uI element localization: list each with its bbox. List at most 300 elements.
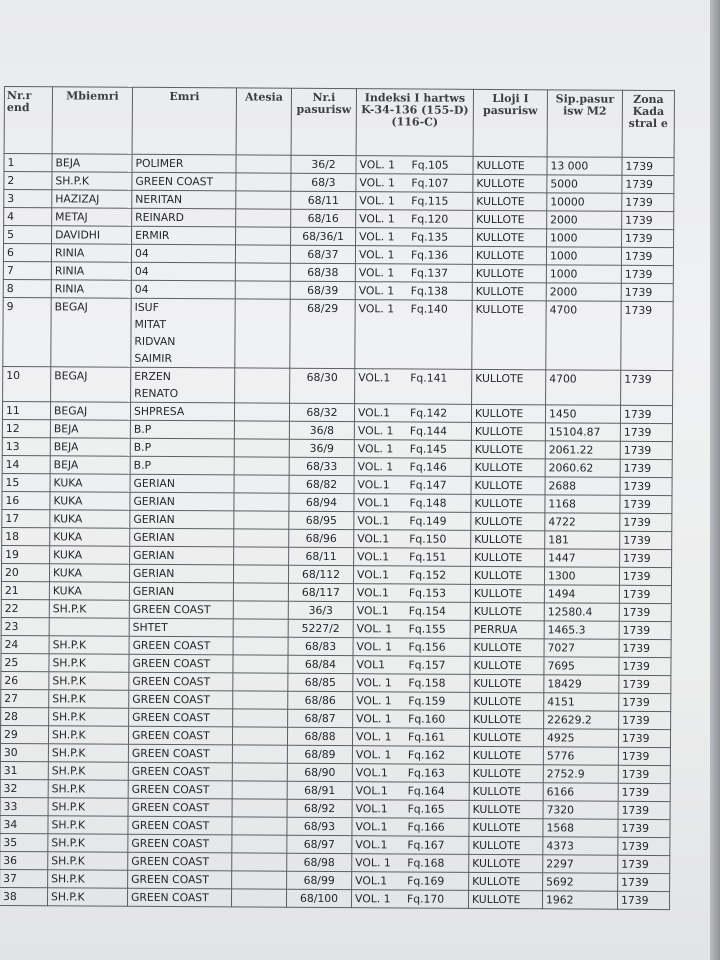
header-indeksi: Indeksi I hartws K-34-136 (155-D)(116-C) bbox=[356, 89, 473, 157]
row-page: Fq.166 bbox=[407, 820, 445, 834]
row-mbiemri: BEGAJ bbox=[51, 367, 131, 402]
row-emri bbox=[132, 154, 236, 173]
row-siperfaqja: 4373 bbox=[543, 837, 618, 855]
row-indeksi bbox=[352, 728, 469, 747]
row-emri-name: B.P bbox=[133, 458, 152, 472]
row-emri-name: GREEN COAST bbox=[132, 710, 210, 725]
row-emri-name: GREEN COAST bbox=[131, 890, 209, 905]
row-indeksi bbox=[353, 638, 470, 657]
row-pasuria: 68/117 bbox=[288, 583, 353, 601]
row-pasuria: 68/96 bbox=[289, 529, 354, 547]
row-atesia bbox=[235, 299, 290, 368]
row-nr: 38 bbox=[0, 887, 48, 905]
row-atesia bbox=[234, 511, 289, 529]
row-zona: 1739 bbox=[620, 531, 672, 549]
row-zona: 1739 bbox=[620, 495, 672, 513]
row-zona: 1739 bbox=[619, 585, 671, 603]
row-mbiemri: KUKA bbox=[50, 474, 130, 492]
header-siperfaqja: Sip.pasur isw M2 bbox=[547, 90, 622, 157]
row-nr: 6 bbox=[3, 244, 51, 262]
row-zona: 1739 bbox=[621, 247, 673, 265]
row-atesia bbox=[232, 781, 287, 799]
row-emri bbox=[129, 600, 233, 619]
row-zona: 1739 bbox=[619, 657, 671, 675]
row-emri bbox=[131, 280, 235, 299]
row-pasuria: 68/90 bbox=[287, 763, 352, 781]
row-emri-name: GERIAN bbox=[133, 512, 175, 527]
row-emri bbox=[130, 528, 234, 547]
row-mbiemri: KUKA bbox=[49, 564, 129, 582]
row-indeksi bbox=[354, 476, 471, 495]
row-siperfaqja: 13 000 bbox=[547, 157, 622, 175]
row-emri bbox=[128, 780, 232, 799]
row-emri-name: RENATO bbox=[134, 386, 179, 401]
row-emri-name: GREEN COAST bbox=[131, 800, 210, 815]
row-emri-name: GREEN COAST bbox=[132, 674, 211, 689]
header-mbiemri: Mbiemri bbox=[52, 87, 132, 154]
row-atesia bbox=[234, 529, 289, 547]
row-emri-name: GREEN COAST bbox=[131, 728, 210, 743]
row-nr: 32 bbox=[0, 779, 48, 797]
row-page: Fq.138 bbox=[410, 284, 448, 298]
row-atesia bbox=[233, 673, 288, 691]
row-emri bbox=[127, 888, 231, 907]
row-lloji: KULLOTE bbox=[470, 656, 544, 674]
row-volume: VOL. 1 bbox=[359, 158, 396, 172]
row-atesia bbox=[234, 457, 289, 475]
row-emri bbox=[132, 226, 236, 245]
row-lloji: KULLOTE bbox=[470, 584, 544, 602]
row-siperfaqja: 4700 bbox=[546, 370, 621, 405]
row-pasuria: 36/3 bbox=[288, 601, 353, 619]
row-zona: 1739 bbox=[621, 283, 673, 301]
row-mbiemri: SH.P.K bbox=[48, 798, 128, 816]
header-emri: Emri bbox=[132, 87, 236, 155]
row-pasuria: 68/98 bbox=[287, 853, 352, 871]
row-mbiemri: SH.P.K bbox=[49, 708, 129, 726]
row-pasuria: 36/2 bbox=[291, 155, 356, 173]
row-indeksi bbox=[352, 836, 469, 855]
row-pasuria: 68/86 bbox=[288, 691, 353, 709]
row-siperfaqja: 4925 bbox=[543, 729, 618, 747]
row-mbiemri: SH.P.K bbox=[49, 672, 129, 690]
row-nr: 37 bbox=[0, 869, 48, 887]
row-siperfaqja: 5000 bbox=[547, 175, 622, 193]
row-emri bbox=[128, 816, 232, 835]
row-page: Fq.155 bbox=[408, 622, 446, 636]
row-page: Fq.145 bbox=[409, 442, 447, 456]
row-mbiemri: SH.P.K bbox=[48, 762, 128, 780]
row-lloji: KULLOTE bbox=[471, 494, 545, 512]
row-atesia bbox=[231, 889, 286, 907]
row-pasuria: 68/82 bbox=[289, 475, 354, 493]
row-emri-name: GREEN COAST bbox=[131, 836, 210, 851]
row-nr: 11 bbox=[2, 401, 50, 419]
row-zona: 1739 bbox=[619, 675, 671, 693]
row-page: Fq.107 bbox=[411, 176, 449, 190]
row-zona: 1739 bbox=[617, 891, 669, 909]
row-emri-name: SHPRESA bbox=[133, 404, 185, 419]
row-zona: 1739 bbox=[620, 513, 672, 531]
row-siperfaqja: 1962 bbox=[542, 891, 617, 909]
row-pasuria: 68/99 bbox=[287, 871, 352, 889]
row-mbiemri: BEJA bbox=[50, 456, 130, 474]
row-volume: VOL. 1 bbox=[356, 676, 392, 690]
row-lloji: KULLOTE bbox=[473, 228, 547, 246]
row-mbiemri: SH.P.K bbox=[49, 600, 129, 618]
row-indeksi bbox=[353, 602, 470, 621]
row-page: Fq.140 bbox=[410, 302, 448, 316]
row-emri bbox=[130, 510, 234, 529]
row-volume: VOL. 1 bbox=[358, 284, 395, 298]
row-zona: 1739 bbox=[619, 621, 671, 639]
row-pasuria: 68/29 bbox=[290, 299, 355, 368]
row-volume: VOL.1 bbox=[357, 496, 390, 510]
row-pasuria: 68/93 bbox=[287, 817, 352, 835]
row-emri bbox=[131, 244, 235, 263]
row-volume: VOL. 1 bbox=[359, 212, 395, 226]
row-page: Fq.168 bbox=[407, 856, 445, 870]
row-zona: 1739 bbox=[620, 549, 672, 567]
row-emri bbox=[128, 834, 232, 853]
row-lloji: KULLOTE bbox=[469, 782, 543, 800]
row-emri-name: ERZEN bbox=[134, 369, 171, 384]
row-zona: 1739 bbox=[618, 855, 670, 873]
row-mbiemri: BEGAJ bbox=[51, 298, 131, 367]
row-lloji: PERRUA bbox=[470, 620, 544, 638]
row-mbiemri: SH.P.K bbox=[48, 780, 128, 798]
row-siperfaqja: 1000 bbox=[546, 265, 621, 283]
row-lloji: KULLOTE bbox=[469, 872, 543, 890]
row-atesia bbox=[236, 173, 291, 191]
row-volume: VOL. 1 bbox=[355, 892, 391, 906]
row-page: Fq.149 bbox=[409, 514, 447, 528]
row-volume: VOL. 1 bbox=[358, 248, 395, 262]
row-volume: VOL. 1 bbox=[355, 730, 392, 744]
row-siperfaqja: 1465.3 bbox=[544, 621, 619, 639]
row-page: Fq.156 bbox=[408, 640, 446, 654]
row-emri bbox=[129, 564, 233, 583]
row-emri bbox=[129, 672, 233, 691]
row-mbiemri: SH.P.K bbox=[49, 636, 129, 654]
row-page: Fq.164 bbox=[407, 784, 445, 798]
row-emri-name: B.P bbox=[133, 422, 152, 436]
row-siperfaqja: 5692 bbox=[543, 873, 618, 891]
row-nr: 12 bbox=[2, 419, 50, 437]
row-siperfaqja: 1168 bbox=[545, 495, 620, 513]
row-siperfaqja: 2000 bbox=[547, 211, 622, 229]
row-lloji: KULLOTE bbox=[471, 476, 545, 494]
row-nr: 8 bbox=[3, 279, 51, 297]
row-siperfaqja: 6166 bbox=[543, 783, 618, 801]
row-volume: VOL. 1 bbox=[356, 694, 392, 708]
row-pasuria: 68/97 bbox=[287, 835, 352, 853]
row-lloji: KULLOTE bbox=[473, 192, 547, 210]
row-atesia bbox=[235, 281, 290, 299]
row-emri bbox=[131, 298, 235, 368]
row-emri bbox=[130, 492, 234, 511]
row-mbiemri: RINIA bbox=[51, 280, 131, 298]
table-row bbox=[0, 887, 670, 909]
row-nr: 16 bbox=[2, 491, 50, 509]
row-lloji: KULLOTE bbox=[471, 512, 545, 530]
header-row bbox=[4, 87, 674, 158]
row-page: Fq.157 bbox=[408, 658, 446, 672]
row-siperfaqja: 1568 bbox=[543, 819, 618, 837]
row-zona: 1739 bbox=[622, 157, 674, 175]
row-lloji: KULLOTE bbox=[469, 728, 543, 746]
row-page: Fq.141 bbox=[410, 371, 448, 385]
row-siperfaqja: 1300 bbox=[544, 567, 619, 585]
row-nr: 1 bbox=[4, 154, 52, 172]
row-atesia bbox=[236, 191, 291, 209]
row-indeksi bbox=[356, 192, 473, 211]
row-siperfaqja: 10000 bbox=[547, 193, 622, 211]
row-emri bbox=[131, 262, 235, 281]
row-lloji: KULLOTE bbox=[471, 404, 545, 422]
row-nr: 29 bbox=[0, 725, 48, 743]
row-page: Fq.169 bbox=[407, 874, 445, 888]
row-nr: 27 bbox=[1, 689, 49, 707]
row-page: Fq.105 bbox=[411, 158, 449, 172]
row-nr: 33 bbox=[0, 797, 48, 815]
row-emri-name: MITAT bbox=[134, 317, 166, 331]
row-nr: 3 bbox=[4, 190, 52, 208]
header-atesia: Atesia bbox=[236, 88, 291, 155]
row-page: Fq.165 bbox=[407, 802, 445, 816]
row-indeksi bbox=[353, 620, 470, 639]
row-nr: 5 bbox=[4, 226, 52, 244]
row-page: Fq.147 bbox=[409, 478, 447, 492]
row-zona: 1739 bbox=[622, 229, 674, 247]
row-zona: 1739 bbox=[619, 711, 671, 729]
row-pasuria: 68/30 bbox=[290, 368, 355, 403]
row-indeksi bbox=[356, 210, 473, 229]
row-atesia bbox=[236, 227, 291, 245]
row-mbiemri: HAZIZAJ bbox=[52, 190, 132, 208]
row-emri-name: RIDVAN bbox=[134, 334, 176, 349]
row-volume: VOL. 1 bbox=[357, 442, 394, 456]
row-zona: 1739 bbox=[621, 370, 673, 405]
row-emri-name: GREEN COAST bbox=[131, 854, 210, 869]
row-mbiemri: METAJ bbox=[52, 208, 132, 226]
row-lloji: KULLOTE bbox=[469, 746, 543, 764]
row-siperfaqja: 1000 bbox=[547, 229, 622, 247]
row-mbiemri: SH.P.K bbox=[48, 834, 128, 852]
row-nr: 26 bbox=[1, 671, 49, 689]
row-indeksi bbox=[356, 228, 473, 247]
row-pasuria: 68/94 bbox=[289, 493, 354, 511]
row-mbiemri: RINIA bbox=[51, 244, 131, 262]
row-indeksi bbox=[354, 512, 471, 531]
row-lloji: KULLOTE bbox=[472, 246, 546, 264]
row-emri-name: 04 bbox=[134, 282, 149, 296]
row-page: Fq.146 bbox=[409, 460, 447, 474]
row-volume: VOL1 bbox=[356, 658, 386, 672]
row-emri bbox=[128, 798, 232, 817]
row-pasuria: 68/84 bbox=[288, 655, 353, 673]
property-register-table bbox=[0, 86, 675, 910]
row-mbiemri: BEJA bbox=[52, 154, 132, 172]
row-page: Fq.150 bbox=[409, 532, 447, 546]
row-page: Fq.115 bbox=[411, 194, 449, 208]
row-emri-name: GREEN COAST bbox=[131, 746, 210, 761]
row-page: Fq.161 bbox=[407, 730, 446, 744]
row-siperfaqja: 2000 bbox=[546, 283, 621, 301]
row-page: Fq.154 bbox=[408, 604, 446, 618]
row-lloji: KULLOTE bbox=[472, 264, 546, 282]
row-pasuria: 68/39 bbox=[290, 281, 355, 299]
row-nr: 21 bbox=[1, 581, 49, 599]
row-emri bbox=[129, 582, 233, 601]
row-pasuria: 68/92 bbox=[287, 799, 352, 817]
row-emri-name: GREEN COAST bbox=[131, 764, 210, 779]
row-zona: 1739 bbox=[618, 837, 670, 855]
row-page: Fq.170 bbox=[407, 892, 445, 906]
row-volume: VOL. 1 bbox=[359, 176, 395, 190]
row-mbiemri: SH.P.K bbox=[48, 852, 128, 870]
row-emri-name: POLIMER bbox=[135, 156, 184, 171]
row-emri-name: GERIAN bbox=[133, 494, 175, 509]
row-atesia bbox=[236, 155, 291, 173]
row-page: Fq.153 bbox=[408, 586, 447, 600]
row-emri-name: ISUF bbox=[134, 300, 159, 314]
row-lloji: KULLOTE bbox=[471, 530, 545, 548]
row-mbiemri: DAVIDHI bbox=[52, 226, 132, 244]
row-siperfaqja: 4700 bbox=[546, 301, 621, 370]
row-mbiemri: SH.P.K bbox=[47, 888, 127, 906]
row-lloji: KULLOTE bbox=[468, 890, 542, 908]
row-nr: 28 bbox=[1, 707, 49, 725]
row-emri bbox=[131, 367, 235, 403]
row-zona: 1739 bbox=[618, 783, 670, 801]
row-indeksi bbox=[355, 246, 472, 265]
row-indeksi bbox=[355, 264, 472, 283]
row-mbiemri: BEJA bbox=[50, 420, 130, 438]
row-emri-name: SAIMIR bbox=[134, 351, 173, 366]
row-lloji: KULLOTE bbox=[473, 174, 547, 192]
row-emri bbox=[130, 438, 234, 457]
row-mbiemri: SH.P.K bbox=[49, 654, 129, 672]
row-lloji: KULLOTE bbox=[472, 282, 546, 300]
row-indeksi bbox=[353, 674, 470, 693]
row-mbiemri: BEGAJ bbox=[50, 402, 130, 420]
row-lloji: KULLOTE bbox=[470, 566, 544, 584]
row-atesia bbox=[234, 439, 289, 457]
row-emri bbox=[128, 762, 232, 781]
row-pasuria: 68/3 bbox=[291, 173, 356, 191]
row-siperfaqja: 2060.62 bbox=[545, 459, 620, 477]
row-zona: 1739 bbox=[620, 459, 672, 477]
row-volume: VOL. 1 bbox=[357, 424, 394, 438]
row-volume: VOL. 1 bbox=[356, 622, 393, 636]
row-atesia bbox=[233, 655, 288, 673]
row-nr: 30 bbox=[0, 743, 48, 761]
row-atesia bbox=[233, 565, 288, 583]
row-emri-name: NERITAN bbox=[135, 192, 183, 207]
row-emri-name: GERIAN bbox=[133, 548, 175, 563]
row-atesia bbox=[234, 403, 289, 421]
row-volume: VOL.1 bbox=[357, 478, 390, 492]
row-pasuria: 68/112 bbox=[288, 565, 353, 583]
row-emri-name: 04 bbox=[134, 246, 149, 260]
row-volume: VOL.1 bbox=[356, 568, 390, 582]
row-nr: 36 bbox=[0, 851, 48, 869]
row-mbiemri: KUKA bbox=[50, 546, 130, 564]
row-siperfaqja: 15104.87 bbox=[545, 423, 620, 441]
row-volume: VOL.1 bbox=[357, 514, 390, 528]
row-indeksi bbox=[355, 282, 472, 301]
row-siperfaqja: 18429 bbox=[544, 675, 619, 693]
row-pasuria: 68/33 bbox=[289, 457, 354, 475]
row-volume: VOL. 1 bbox=[358, 302, 395, 316]
row-emri-name: GERIAN bbox=[133, 476, 175, 491]
row-atesia bbox=[234, 493, 289, 511]
row-volume: VOL. 1 bbox=[356, 640, 393, 654]
row-pasuria: 68/95 bbox=[289, 511, 354, 529]
row-volume: VOL.1 bbox=[355, 766, 388, 780]
row-page: Fq.159 bbox=[408, 694, 446, 708]
row-page: Fq.158 bbox=[408, 676, 446, 690]
row-atesia bbox=[233, 619, 288, 637]
row-nr: 13 bbox=[2, 437, 50, 455]
row-atesia bbox=[232, 817, 287, 835]
row-volume: VOL. 1 bbox=[359, 194, 395, 208]
row-zona: 1739 bbox=[620, 405, 672, 423]
row-emri-name: GERIAN bbox=[132, 566, 175, 581]
row-emri bbox=[128, 870, 232, 889]
row-pasuria: 68/91 bbox=[287, 781, 352, 799]
row-nr: 24 bbox=[1, 635, 49, 653]
row-volume: VOL.1 bbox=[357, 532, 390, 546]
row-pasuria: 36/8 bbox=[289, 421, 354, 439]
row-mbiemri: SH.P.K bbox=[48, 816, 128, 834]
row-emri-name: GREEN COAST bbox=[132, 656, 211, 671]
row-siperfaqja: 7695 bbox=[544, 657, 619, 675]
row-indeksi bbox=[354, 494, 471, 513]
row-pasuria: 68/85 bbox=[288, 673, 353, 691]
row-emri-name: GERIAN bbox=[132, 584, 175, 599]
row-atesia bbox=[235, 368, 290, 403]
row-mbiemri: BEJA bbox=[50, 438, 130, 456]
row-indeksi bbox=[355, 300, 472, 370]
row-emri bbox=[130, 546, 234, 565]
row-indeksi bbox=[352, 872, 469, 891]
row-atesia bbox=[233, 637, 288, 655]
row-zona: 1739 bbox=[621, 301, 673, 370]
row-lloji: KULLOTE bbox=[469, 800, 543, 818]
row-zona: 1739 bbox=[622, 211, 674, 229]
row-nr: 23 bbox=[1, 617, 49, 635]
row-zona: 1739 bbox=[619, 567, 671, 585]
row-nr: 9 bbox=[3, 297, 51, 366]
row-nr: 4 bbox=[4, 208, 52, 226]
row-siperfaqja: 1450 bbox=[545, 405, 620, 423]
row-siperfaqja: 2752.9 bbox=[543, 765, 618, 783]
row-mbiemri: KUKA bbox=[50, 510, 130, 528]
row-atesia bbox=[232, 853, 287, 871]
row-lloji: KULLOTE bbox=[470, 602, 544, 620]
row-page: Fq.162 bbox=[407, 748, 446, 762]
row-lloji: KULLOTE bbox=[473, 210, 547, 228]
row-lloji: KULLOTE bbox=[470, 638, 544, 656]
row-lloji: KULLOTE bbox=[471, 440, 545, 458]
row-siperfaqja: 4722 bbox=[545, 513, 620, 531]
row-page: Fq.136 bbox=[410, 248, 449, 262]
row-emri-name: GREEN COAST bbox=[132, 602, 211, 617]
row-siperfaqja: 22629.2 bbox=[544, 711, 619, 729]
row-indeksi bbox=[354, 422, 471, 441]
